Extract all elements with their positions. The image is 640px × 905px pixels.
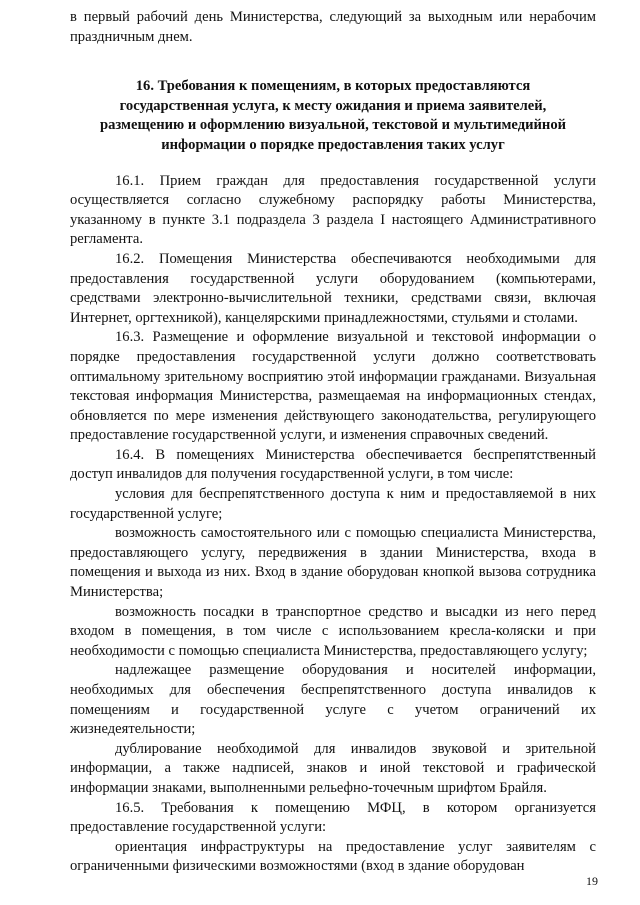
paragraph-16-1: 16.1. Прием граждан для предоставления государственной услуги осуществляется согласно служебному распорядку работы Министерства, указанному в пункте 3.1 подраздела 3 раздела I настоящего Административного регламента.	[70, 172, 596, 248]
paragraph-16-2: 16.2. Помещения Министерства обеспечиваются необходимыми для предоставления государственной услуги оборудованием (компьютерами, средствами электронно-вычислительной техники, средствами связи, включая Интернет, оргтехникой), канцелярскими принадлежностями, стульями и столами.	[70, 250, 596, 326]
document-page	[70, 8, 596, 877]
list-item-braille: дублирование необходимой для инвалидов звуковой и зрительной информации, а также надписей, знаков и иной текстовой и графической информации знаками, выполненными рельефно-точечным шрифтом Брайля.	[70, 740, 596, 796]
section-16-title: 16. Требования к помещениям, в которых предоставляются государственная услуга, к месту ожидания и приема заявителей, размещению и оформлению визуальной, текстовой и мультимедийной информации о порядке предоставления таких услуг	[99, 78, 567, 153]
page-number: 19	[586, 874, 598, 888]
intro-paragraph-tail: в первый рабочий день Министерства, следующий за выходным или нерабочим праздничным днем.	[70, 9, 596, 45]
list-item-infrastructure: ориентация инфраструктуры на предоставление услуг заявителям с ограниченными физическими возможностями (вход в здание оборудован	[70, 838, 596, 875]
list-item-equipment: надлежащее размещение оборудования и носителей информации, необходимых для обеспечения беспрепятственного доступа инвалидов к помещениям и государственной услуге с учетом ограничений их жизнедеятельности;	[70, 662, 596, 738]
list-item-transport: возможность посадки в транспортное средство и высадки из него перед входом в помещения, в том числе с использованием кресла-коляски и при необходимости с помощью специалиста Министерства, предоставляющего услугу;	[70, 603, 596, 659]
paragraph-16-3: 16.3. Размещение и оформление визуальной и текстовой информации о порядке предоставления государственной услуги должно соответствовать оптимальному зрительному восприятию этой информации гражданами. Визуальная текстовая информация Министерства, размещаемая на информационных стендах, обновляется по мере изменения действующего законодательства, регулирующего предоставление государственной услуги, и изменения справочных сведений.	[70, 329, 596, 444]
list-item-access-conditions: условия для беспрепятственного доступа к ним и предоставляемой в них государственной услуге;	[70, 486, 596, 522]
paragraph-16-5: 16.5. Требования к помещению МФЦ, в котором организуется предоставление государственной услуги:	[70, 799, 596, 836]
paragraph-16-4: 16.4. В помещениях Министерства обеспечивается беспрепятственный доступ инвалидов для получения государственной услуги, в том числе:	[70, 446, 596, 483]
list-item-movement: возможность самостоятельного или с помощью специалиста Министерства, предоставляющего услугу, передвижения в здании Министерства, входа в помещения и выхода из них. Вход в здание оборудован кнопкой вызова сотрудника Министерства;	[70, 525, 596, 601]
